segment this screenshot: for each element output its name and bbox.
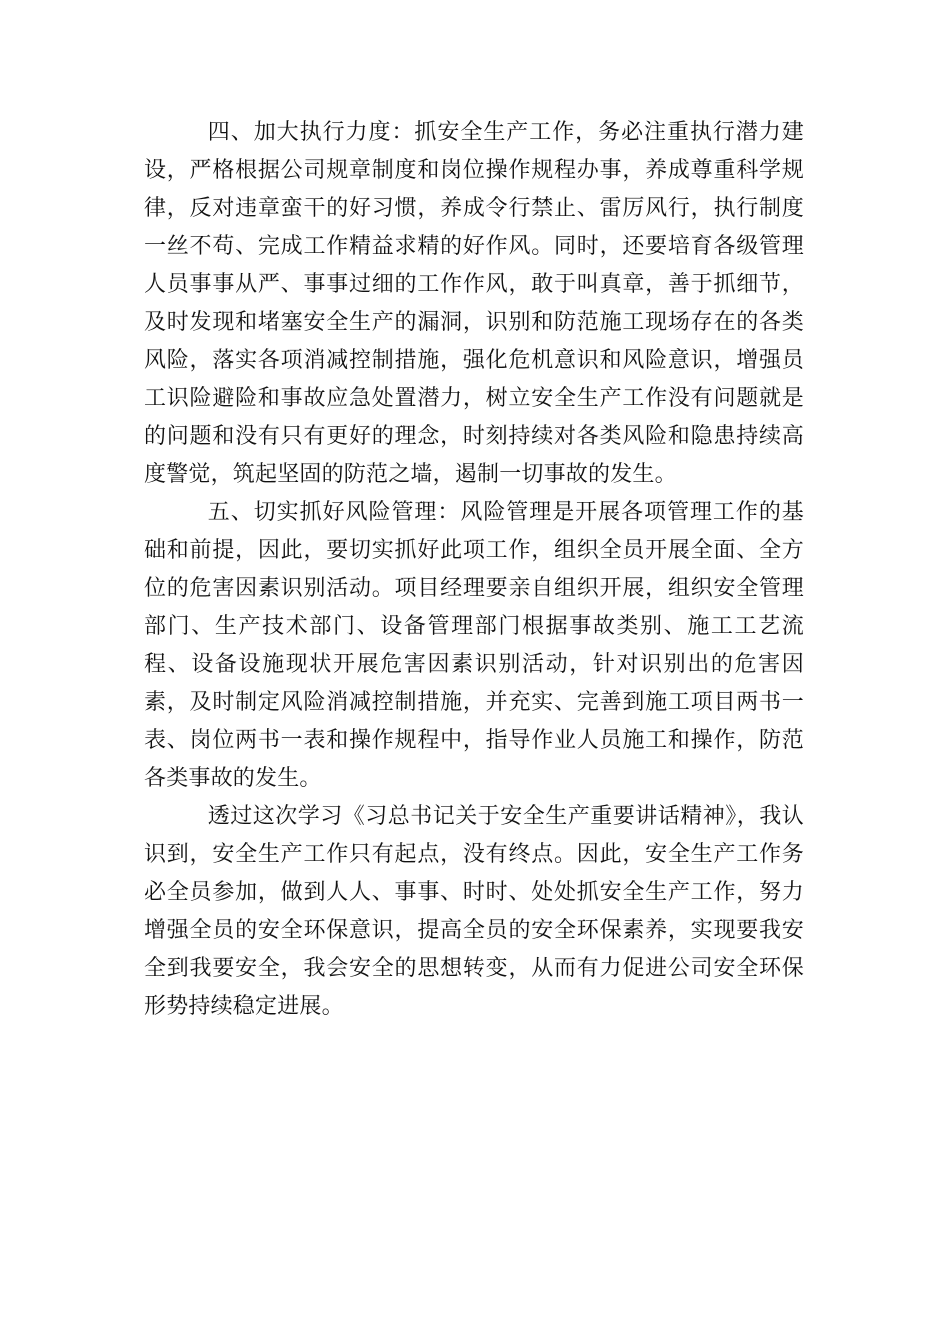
paragraph-execution: 四、加大执行力度：抓安全生产工作，务必注重执行潜力建设，严格根据公司规章制度和岗位操作规程办事，养成尊重科学规律，反对违章蛮干的好习惯，养成令行禁止、雷厉风行，执行制度一丝不苟、完成工作精益求精的好作风。同时，还要培育各级管理人员事事从严、事事过细的工作作风，敢于叫真章，善于抓细节，及时发现和堵塞安全生产的漏洞，识别和防范施工现场存在的各类风险，落实各项消减控制措施，强化危机意识和风险意识，增强员工识险避险和事故应急处置潜力，树立安全生产工作没有问题就是的问题和没有只有更好的理念，时刻持续对各类风险和隐患持续高度警觉，筑起坚固的防范之墙，遏制一切事故的发生。 — [144, 120, 804, 487]
paragraph-risk-management: 五、切实抓好风险管理：风险管理是开展各项管理工作的基础和前提，因此，要切实抓好此项工作，组织全员开展全面、全方位的危害因素识别活动。项目经理要亲自组织开展，组织安全管理部门、生产技术部门、设备管理部门根据事故类别、施工工艺流程、设备设施现状开展危害因素识别活动，针对识别出的危害因素，及时制定风险消减控制措施，并充实、完善到施工项目两书一表、岗位两书一表和操作规程中，指导作业人员施工和操作，防范各类事故的发生。 — [144, 500, 804, 791]
paragraph-conclusion: 透过这次学习《习总书记关于安全生产重要讲话精神》，我认识到，安全生产工作只有起点，没有终点。因此，安全生产工作务必全员参加，做到人人、事事、时时、处处抓安全生产工作，努力增强全员的安全环保意识，提高全员的安全环保素养，实现要我安全到我要安全，我会安全的思想转变，从而有力促进公司安全环保形势持续稳定进展。 — [144, 804, 804, 1019]
document-body — [144, 114, 804, 1026]
